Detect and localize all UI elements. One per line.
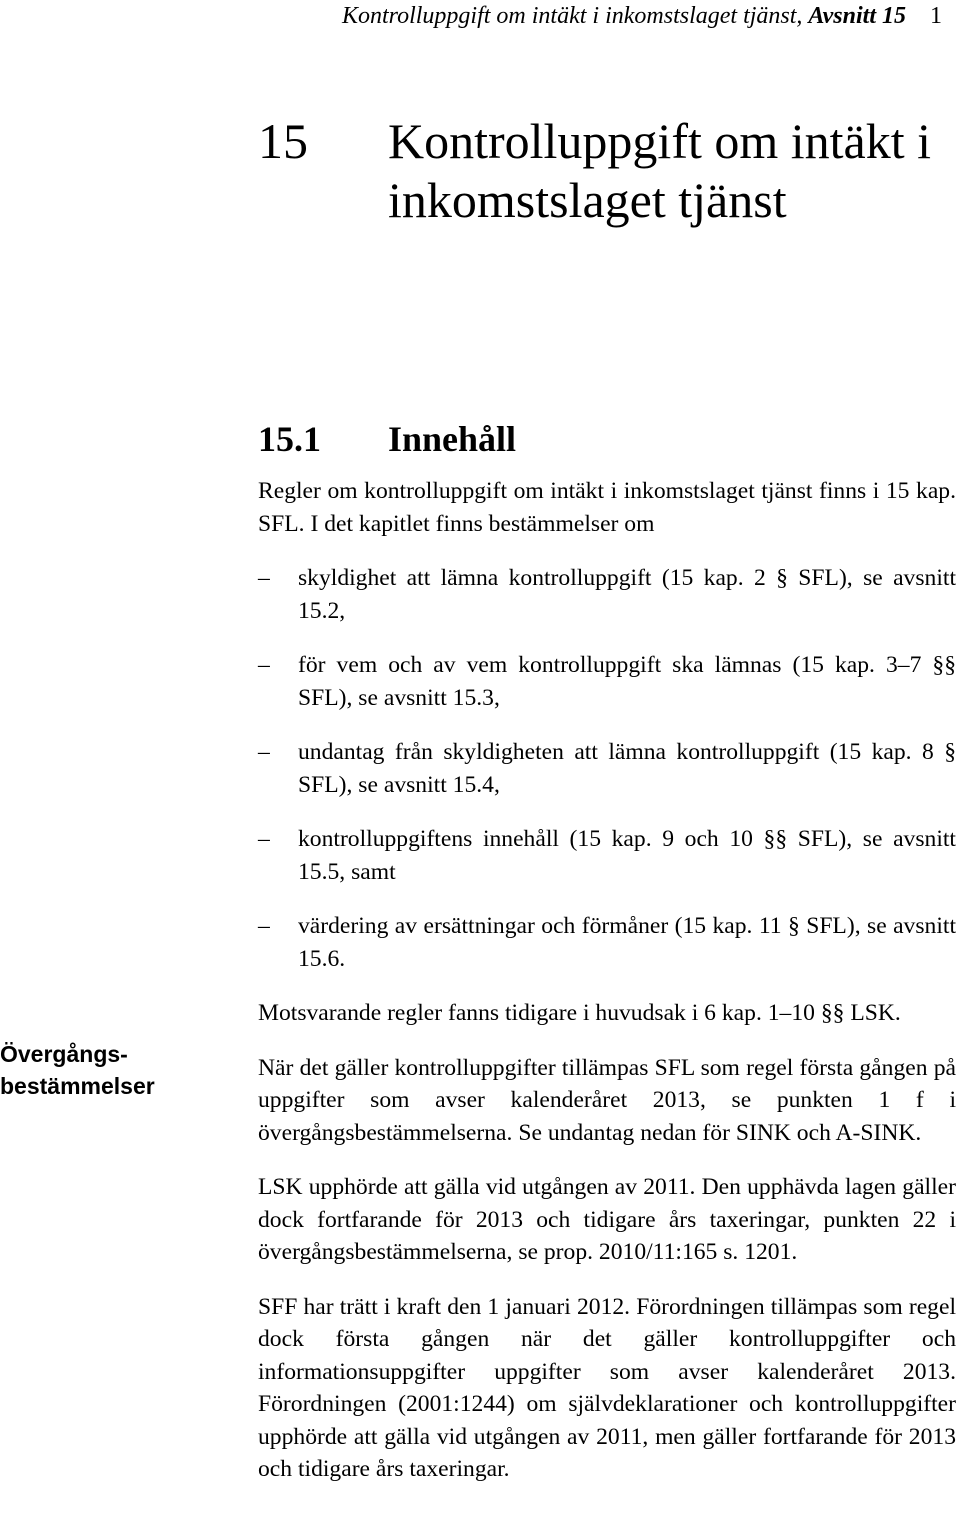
margin-heading-line-1: Övergångs- <box>0 1041 128 1067</box>
list-item <box>258 649 956 714</box>
list-item-text: skyldighet att lämna kontrolluppgift (15 kap. 2 § SFL), se avsnitt 15.2, <box>298 565 956 624</box>
dash-bullet: – <box>258 913 270 939</box>
running-header-section: Avsnitt 15 <box>808 3 906 29</box>
section-title: Innehåll <box>388 419 517 459</box>
running-header <box>342 0 942 32</box>
margin-heading-transition <box>0 1038 200 1102</box>
dash-bullet: – <box>258 652 270 678</box>
list-item <box>258 736 956 801</box>
page-number: 1 <box>930 3 942 29</box>
dash-bullet: – <box>258 739 270 765</box>
section-heading <box>258 415 516 463</box>
previous-rules-paragraph: Motsvarande regler fanns tidigare i huvudsak i 6 kap. 1–10 §§ LSK. <box>258 1000 901 1026</box>
list-item <box>258 823 956 888</box>
body-text <box>258 475 956 1486</box>
transition-paragraph: SFF har trätt i kraft den 1 januari 2012. Förordningen tillämpas som regel dock första gången när det gäller kontrolluppgifter och informationsuppgifter uppgifter som avser kalenderåret 2013. Förordningen (2001:1244) om självdeklarationer och kontrolluppgifter upphörde att gälla vid utgången av 2011, men gäller fortfarande för 2013 och tidigare års taxeringar. <box>258 1293 956 1482</box>
list-item-text: kontrolluppgiftens innehåll (15 kap. 9 och 10 §§ SFL), se avsnitt 15.5, samt <box>298 826 956 885</box>
dash-bullet: – <box>258 565 270 591</box>
list-item <box>258 562 956 627</box>
transition-paragraph: LSK upphörde att gälla vid utgången av 2011. Den upphävda lagen gäller dock fortfarande för 2013 och tidigare års taxeringar, punkten 22 i övergångsbestämmelserna, se prop. 2010/11:165 s. 1201. <box>258 1174 956 1265</box>
intro-paragraph: Regler om kontrolluppgift om intäkt i inkomstslaget tjänst finns i 15 kap. SFL. I det kapitlet finns bestämmelser om <box>258 478 956 537</box>
provisions-list <box>258 562 956 975</box>
section-number: 15.1 <box>258 419 321 459</box>
dash-bullet: – <box>258 826 270 852</box>
list-item-text: undantag från skyldigheten att lämna kontrolluppgift (15 kap. 8 § SFL), se avsnitt 15.4, <box>298 739 956 798</box>
chapter-number: 15 <box>258 113 308 169</box>
running-header-title: Kontrolluppgift om intäkt i inkomstslaget tjänst, <box>341 3 803 29</box>
list-item-text: för vem och av vem kontrolluppgift ska lämnas (15 kap. 3–7 §§ SFL), se avsnitt 15.3, <box>298 652 956 711</box>
margin-heading-line-2: bestämmelser <box>0 1073 155 1099</box>
list-item-text: värdering av ersättningar och förmåner (15 kap. 11 § SFL), se avsnitt 15.6. <box>298 913 956 972</box>
transition-paragraph: När det gäller kontrolluppgifter tillämpas SFL som regel första gången på uppgifter som avser kalenderåret 2013, se punkten 1 f i övergångsbestämmelserna. Se undantag nedan för SINK och A-SINK. <box>258 1054 956 1146</box>
list-item <box>258 910 956 975</box>
chapter-title: Kontrolluppgift om intäkt i inkomstslaget tjänst <box>388 113 932 228</box>
